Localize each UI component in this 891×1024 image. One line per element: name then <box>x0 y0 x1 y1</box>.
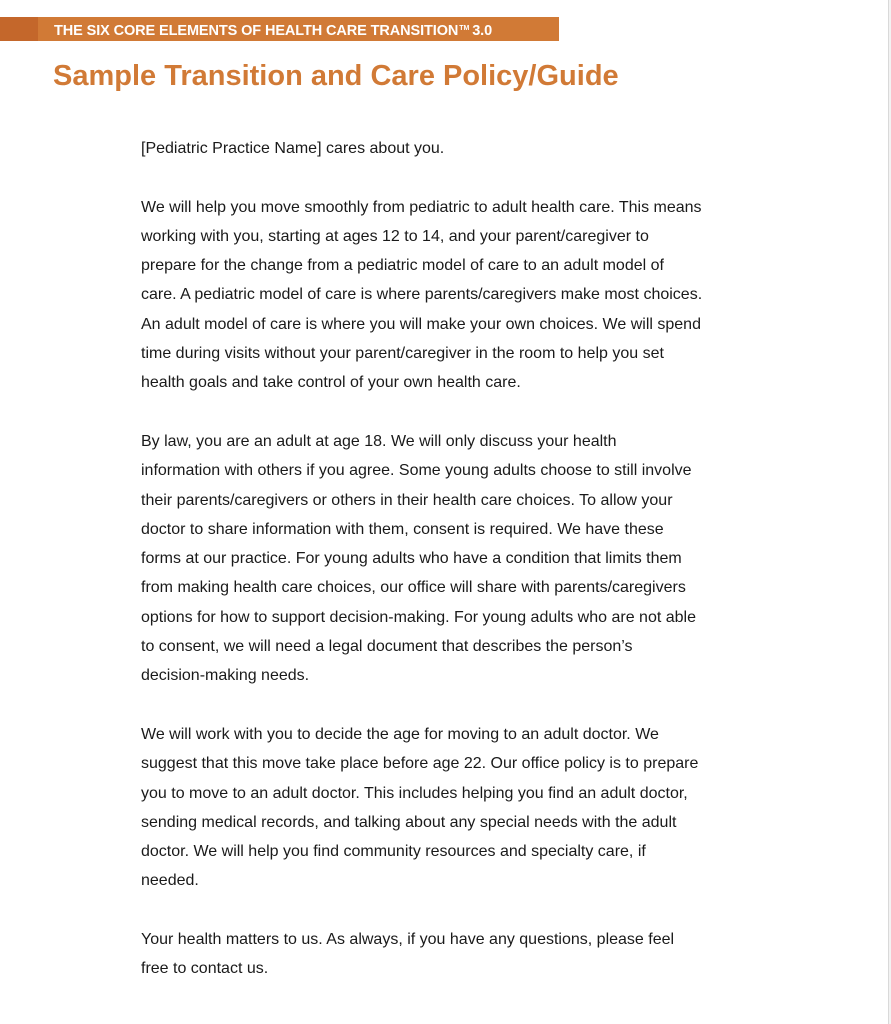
document-title: Sample Transition and Care Policy/Guide <box>53 60 619 92</box>
paragraph-line: you to move to an adult doctor. This includes helping you find an adult doctor, <box>141 784 688 802</box>
header-banner <box>0 17 559 41</box>
body-paragraph <box>141 193 756 398</box>
paragraph-line: health goals and take control of your own health care. <box>141 374 521 392</box>
paragraph-line: doctor to share information with them, consent is required. We have these <box>141 520 664 538</box>
banner-text <box>54 23 492 39</box>
paragraph-line: to consent, we will need a legal document that describes the person’s <box>141 638 633 656</box>
paragraph-line: doctor. We will help you find community resources and specialty care, if <box>141 843 646 861</box>
banner-version: 3.0 <box>472 23 493 39</box>
paragraph-line: [Pediatric Practice Name] cares about you. <box>141 140 445 157</box>
paragraph-line: working with you, starting at ages 12 to 14, and your parent/caregiver to <box>141 227 649 245</box>
paragraph-line: sending medical records, and talking about any special needs with the adult <box>141 813 677 831</box>
body-paragraph <box>141 720 756 896</box>
paragraph-line: options for how to support decision-making. For young adults who are not able <box>141 608 696 626</box>
paragraph-line: By law, you are an adult at age 18. We will only discuss your health <box>141 432 617 450</box>
paragraph-line: needed. <box>141 872 199 890</box>
paragraph-line: Your health matters to us. As always, if you have any questions, please feel <box>141 931 675 949</box>
paragraph-line: An adult model of care is where you will make your own choices. We will spend <box>141 315 701 333</box>
banner-label: THE SIX CORE ELEMENTS OF HEALTH CARE TRANSITION <box>54 23 459 39</box>
paragraph-line: prepare for the change from a pediatric model of care to an adult model of <box>141 257 664 275</box>
paragraph-line: from making health care choices, our office will share with parents/caregivers <box>141 579 686 597</box>
paragraph-line: We will work with you to decide the age for moving to an adult doctor. We <box>141 725 659 743</box>
paragraph-line: decision-making needs. <box>141 667 310 685</box>
trademark-mark: TM <box>459 25 470 32</box>
paragraph-line: time during visits without your parent/caregiver in the room to help you set <box>141 345 664 363</box>
banner-edge-tab <box>0 17 38 41</box>
paragraph-line: information with others if you agree. Some young adults choose to still involve <box>141 462 692 480</box>
paragraph-line: care. A pediatric model of care is where parents/caregivers make most choices. <box>141 286 703 304</box>
paragraph-line: free to contact us. <box>141 960 269 978</box>
paragraph-line: their parents/caregivers or others in their health care choices. To allow your <box>141 491 673 509</box>
document-body <box>141 134 756 1013</box>
paragraph-line: We will help you move smoothly from pediatric to adult health care. This means <box>141 198 702 216</box>
paragraph-line: suggest that this move take place before age 22. Our office policy is to prepare <box>141 755 699 773</box>
body-paragraph <box>141 134 756 163</box>
body-paragraph <box>141 427 756 691</box>
body-paragraph <box>141 925 756 984</box>
paragraph-line: forms at our practice. For young adults who have a condition that limits them <box>141 550 682 568</box>
